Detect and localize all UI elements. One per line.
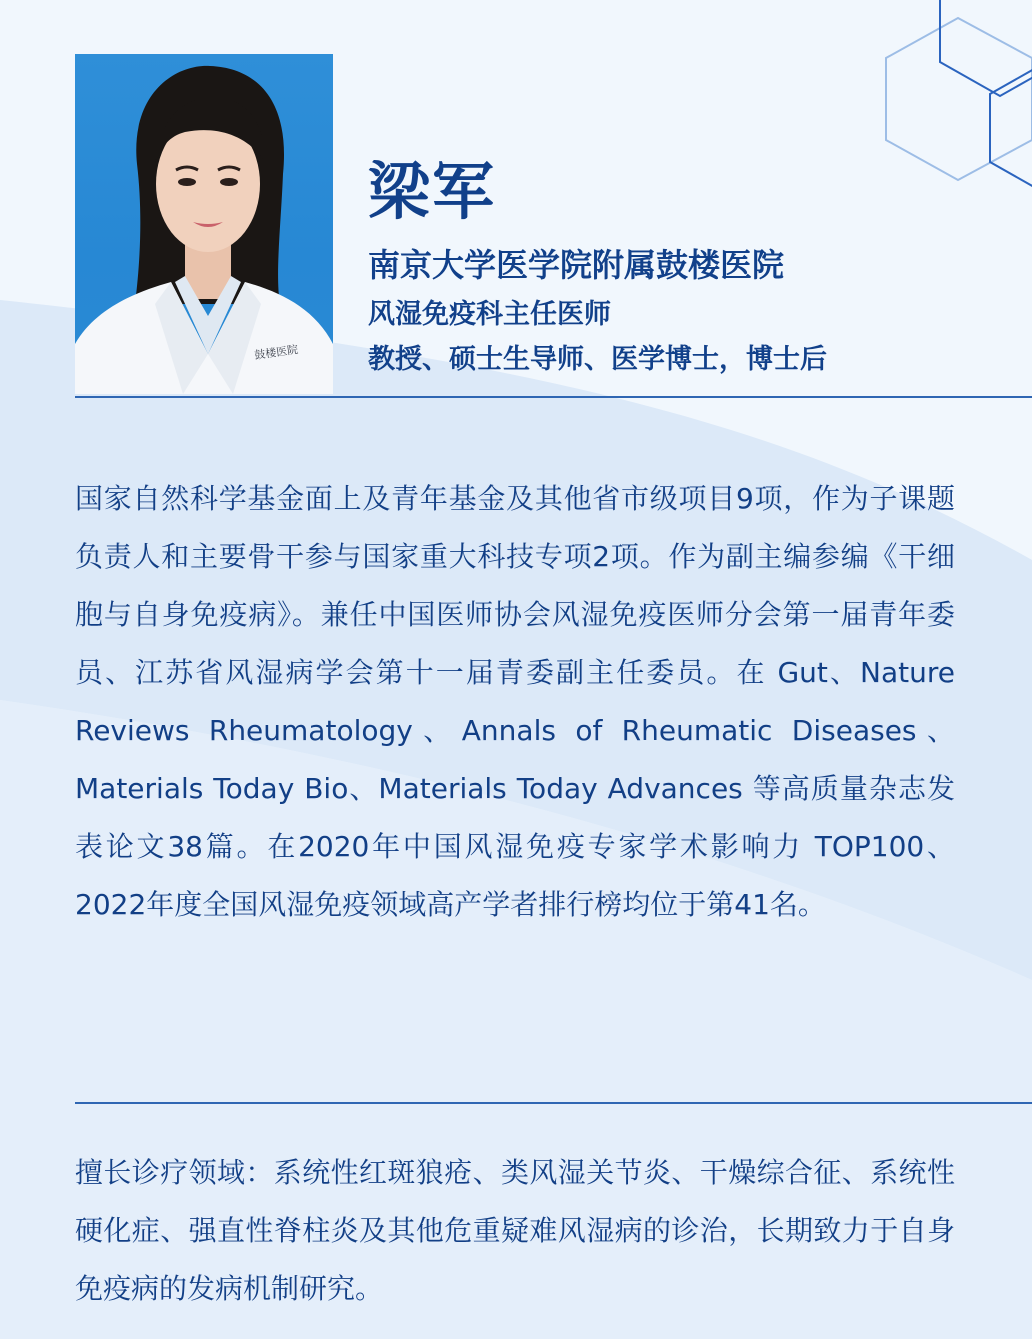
doctor-name: 梁军	[368, 155, 497, 228]
academic-titles: 教授、硕士生导师、医学博士，博士后	[368, 344, 827, 375]
divider-bottom	[75, 1102, 1032, 1104]
divider-top	[75, 396, 1032, 398]
specialty-text: 擅长诊疗领域：系统性红斑狼疮、类风湿关节炎、干燥综合征、系统性硬化症、强直性脊柱炎及其他危重疑难风湿病的诊治，长期致力于自身免疫病的发病机制研究。	[75, 1156, 955, 1305]
department-title: 风湿免疫科主任医师	[368, 299, 611, 330]
doctor-portrait	[75, 54, 333, 394]
biography-text: 国家自然科学基金面上及青年基金及其他省市级项目9项，作为子课题负责人和主要骨干参与国家重大科技专项2项。作为副主编参编《干细胞与自身免疫病》。兼任中国医师协会风湿免疫医师分会第一届青年委员、江苏省风湿病学会第十一届青委副主任委员。在 Gut、Nature Reviews Rheumatology、Annals of Rheumatic Diseases、Materials Today Bio、Materials Today Advances 等高质量杂志发表论文38篇。在2020年中国风湿免疫专家学术影响力 TOP100、2022年度全国风湿免疫领域高产学者排行榜均位于第41名。	[75, 482, 955, 921]
hospital-name: 南京大学医学院附属鼓楼医院	[368, 246, 785, 284]
coat-badge-text: 鼓楼医院	[253, 342, 299, 362]
